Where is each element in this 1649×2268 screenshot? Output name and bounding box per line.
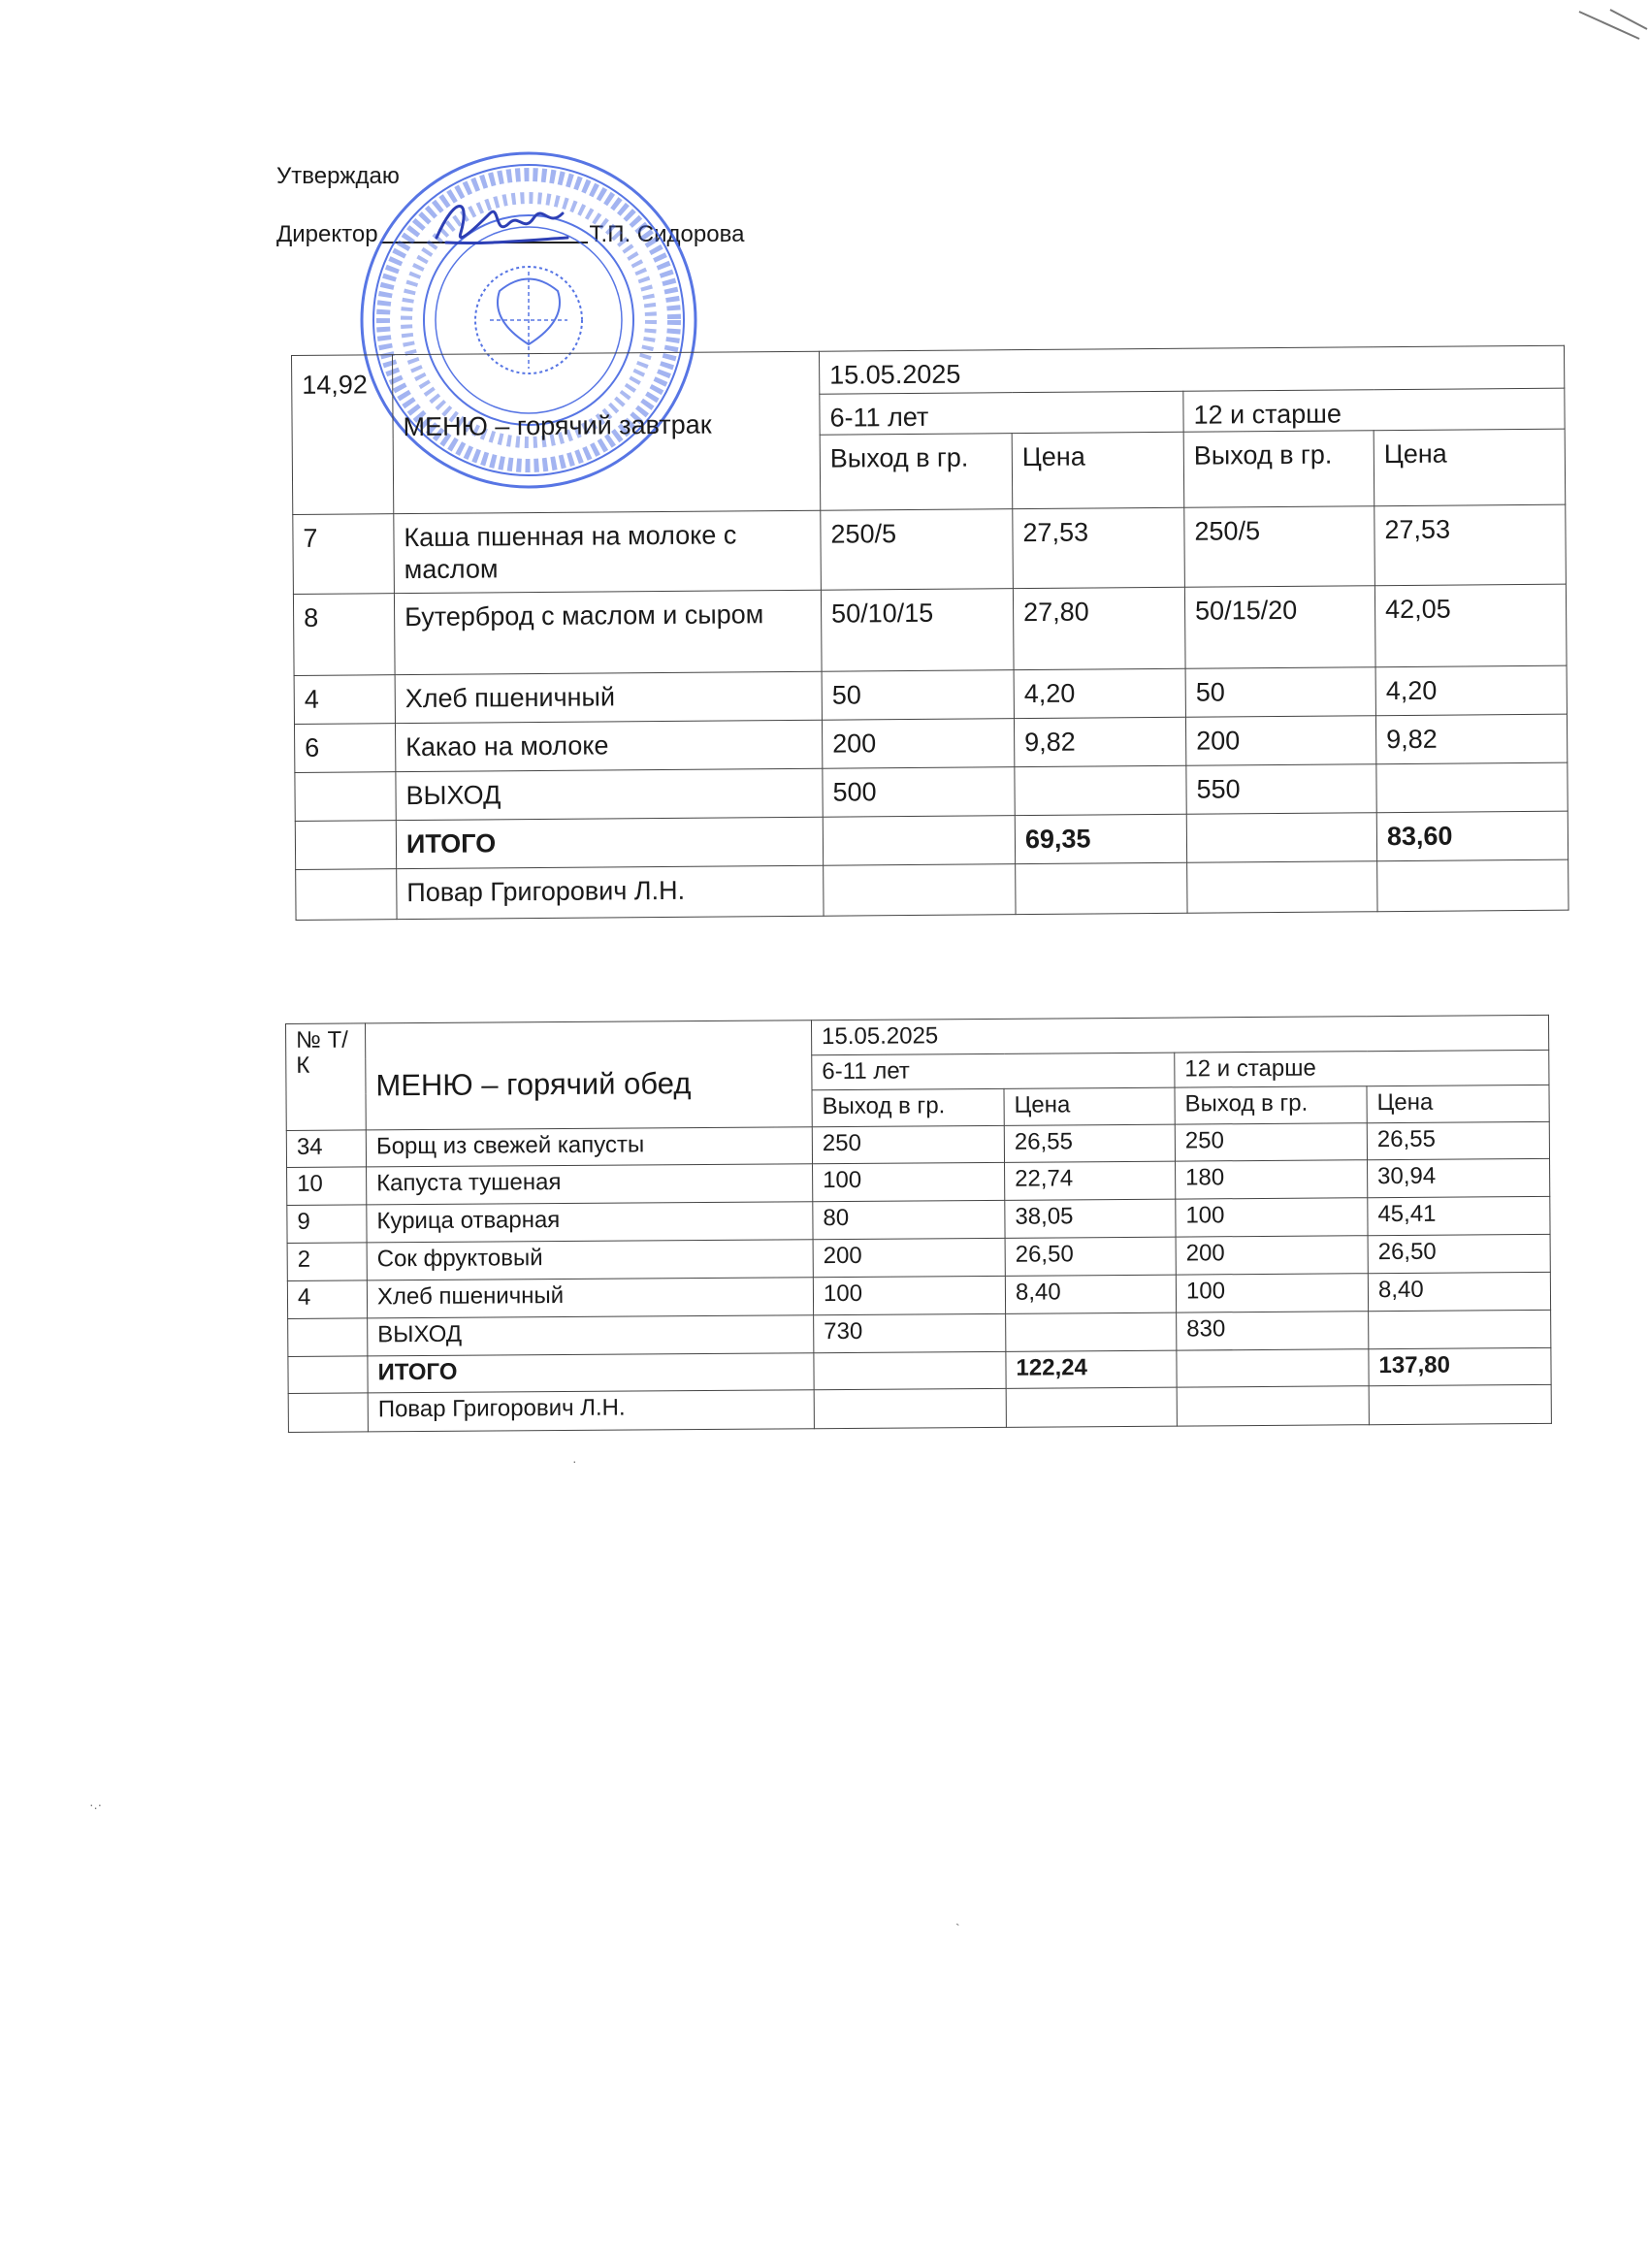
menu-date: 15.05.2025 (819, 345, 1564, 394)
column-header-price: Цена (1004, 1087, 1175, 1125)
empty-cell (1187, 861, 1377, 914)
dish-name: Курица отварная (367, 1202, 813, 1243)
price-12-plus: 42,05 (1374, 584, 1567, 667)
price-6-11: 38,05 (1005, 1199, 1176, 1238)
age-group-header: 6-11 лет (820, 391, 1183, 435)
lunch-menu-table (285, 1015, 1552, 1433)
empty-cell (824, 864, 1016, 917)
dish-name: Хлеб пшеничный (395, 671, 822, 723)
dish-name: Хлеб пшеничный (367, 1278, 813, 1318)
total-price-12-plus: 83,60 (1376, 811, 1568, 861)
price-6-11: 27,80 (1013, 587, 1185, 669)
director-name: Т.П. Сидорова (589, 221, 745, 247)
dish-name: Какао на молоке (395, 720, 822, 771)
signature-icon (427, 184, 572, 262)
column-header-output: Выход в гр. (820, 434, 1013, 511)
output-12-plus: 250/5 (1184, 506, 1375, 588)
dish-name: Капуста тушеная (367, 1164, 813, 1205)
empty-cell (1006, 1312, 1177, 1351)
output-6-11: 250/5 (821, 509, 1014, 591)
cook-name: Повар Григорович Л.Н. (397, 865, 824, 919)
empty-cell (295, 821, 396, 870)
output-6-11: 100 (813, 1276, 1005, 1314)
tk-number: 7 (293, 514, 395, 595)
empty-cell (296, 869, 397, 921)
output-12-plus: 100 (1176, 1198, 1368, 1237)
menu-title: МЕНЮ – горячий завтрак (393, 351, 821, 513)
output-12-plus: 250 (1175, 1123, 1367, 1161)
price-6-11: 26,50 (1005, 1237, 1176, 1276)
total-price-6-11: 69,35 (1015, 814, 1186, 863)
column-header-price: Цена (1374, 429, 1566, 506)
output-label: ВЫХОД (368, 1315, 814, 1356)
price-12-plus: 45,41 (1368, 1196, 1550, 1235)
price-6-11: 22,74 (1005, 1161, 1176, 1200)
empty-cell (1177, 1349, 1369, 1387)
age-group-header: 12 и старше (1183, 388, 1565, 432)
approve-label: Утверждаю (276, 163, 400, 189)
total-price-6-11: 122,24 (1006, 1350, 1177, 1388)
output-12-plus: 200 (1176, 1236, 1368, 1275)
output-12-plus: 50/15/20 (1184, 586, 1375, 669)
tk-number: 10 (287, 1167, 367, 1206)
output-6-11: 50 (822, 670, 1014, 721)
tk-number: 6 (294, 724, 395, 773)
price-6-11: 4,20 (1014, 668, 1185, 718)
column-header-output: Выход в гр. (1175, 1086, 1367, 1124)
column-header-price: Цена (1367, 1085, 1549, 1122)
output-12-plus: 180 (1176, 1160, 1368, 1199)
empty-cell (814, 1351, 1006, 1389)
empty-cell (1015, 765, 1186, 815)
scan-speck-icon: · (572, 1453, 577, 1469)
output-12-plus: 100 (1176, 1274, 1368, 1312)
empty-cell (1369, 1384, 1551, 1424)
empty-cell (295, 772, 396, 822)
dish-name: Каша пшенная на молоке с маслом (394, 510, 822, 593)
price-12-plus: 8,40 (1368, 1272, 1550, 1311)
empty-cell (288, 1318, 368, 1357)
empty-cell (1369, 1310, 1551, 1348)
tk-number: 2 (287, 1243, 367, 1281)
position-label: Директор (276, 221, 378, 247)
total-label: ИТОГО (368, 1353, 814, 1393)
cook-row (288, 1384, 1551, 1432)
dish-name: Сок фруктовый (367, 1240, 813, 1280)
output-total-6-11: 730 (814, 1313, 1006, 1352)
tk-number: 34 (286, 1130, 366, 1168)
empty-cell (1377, 859, 1568, 912)
output-label: ВЫХОД (396, 768, 823, 820)
price-12-plus: 30,94 (1368, 1158, 1550, 1197)
output-6-11: 50/10/15 (821, 589, 1014, 672)
output-total-12-plus: 830 (1177, 1312, 1369, 1350)
table-row (293, 504, 1567, 594)
tk-number: 8 (293, 594, 395, 676)
empty-cell (1186, 813, 1376, 863)
empty-cell (1016, 862, 1187, 914)
menu-date: 15.05.2025 (811, 1015, 1548, 1054)
scan-corner-mark-icon (1571, 0, 1649, 58)
output-total-12-plus: 550 (1186, 764, 1376, 815)
price-6-11: 8,40 (1005, 1275, 1176, 1313)
cook-name: Повар Григорович Л.Н. (368, 1390, 814, 1432)
output-total-6-11: 500 (823, 767, 1015, 818)
output-6-11: 80 (813, 1200, 1005, 1239)
total-price-12-plus: 137,80 (1369, 1347, 1551, 1385)
tk-number: 4 (294, 675, 395, 725)
tk-number: 4 (287, 1280, 367, 1319)
breakfast-menu-table (291, 345, 1569, 921)
age-group-header: 12 и старше (1175, 1050, 1549, 1087)
price-6-11: 27,53 (1013, 507, 1185, 588)
output-6-11: 200 (813, 1238, 1005, 1277)
output-6-11: 250 (812, 1125, 1004, 1163)
price-12-plus: 26,50 (1368, 1234, 1550, 1273)
dish-name: Борщ из свежей капусты (366, 1127, 812, 1167)
cook-row (296, 859, 1568, 920)
empty-cell (1376, 762, 1568, 813)
total-label: ИТОГО (396, 817, 823, 868)
output-6-11: 200 (822, 719, 1014, 769)
price-12-plus: 9,82 (1375, 714, 1567, 764)
corner-cell: 14,92 (292, 355, 394, 515)
empty-cell (823, 816, 1015, 866)
column-header-price: Цена (1012, 432, 1184, 508)
price-12-plus: 26,55 (1367, 1121, 1549, 1159)
empty-cell (288, 1356, 368, 1394)
empty-cell (288, 1393, 368, 1433)
empty-cell (814, 1388, 1006, 1428)
price-12-plus: 4,20 (1375, 665, 1567, 716)
table-row (293, 584, 1567, 675)
output-12-plus: 50 (1185, 667, 1375, 718)
tk-number: 9 (287, 1205, 367, 1244)
output-6-11: 100 (813, 1162, 1005, 1201)
price-6-11: 9,82 (1014, 717, 1185, 766)
column-header-output: Выход в гр. (1183, 431, 1374, 508)
tk-number-header: № Т/К (286, 1023, 367, 1131)
price-6-11: 26,55 (1004, 1124, 1175, 1162)
age-group-header: 6-11 лет (812, 1053, 1175, 1090)
menu-title: МЕНЮ – горячий обед (366, 1021, 813, 1130)
price-12-plus: 27,53 (1374, 504, 1567, 586)
column-header-output: Выход в гр. (812, 1088, 1004, 1126)
scan-speck-icon: ·.· (89, 1797, 103, 1812)
empty-cell (1006, 1387, 1177, 1427)
empty-cell (1177, 1386, 1369, 1426)
dish-name: Бутерброд с маслом и сыром (394, 590, 822, 674)
output-12-plus: 200 (1185, 716, 1375, 766)
scan-speck-icon: ` (955, 1921, 960, 1936)
